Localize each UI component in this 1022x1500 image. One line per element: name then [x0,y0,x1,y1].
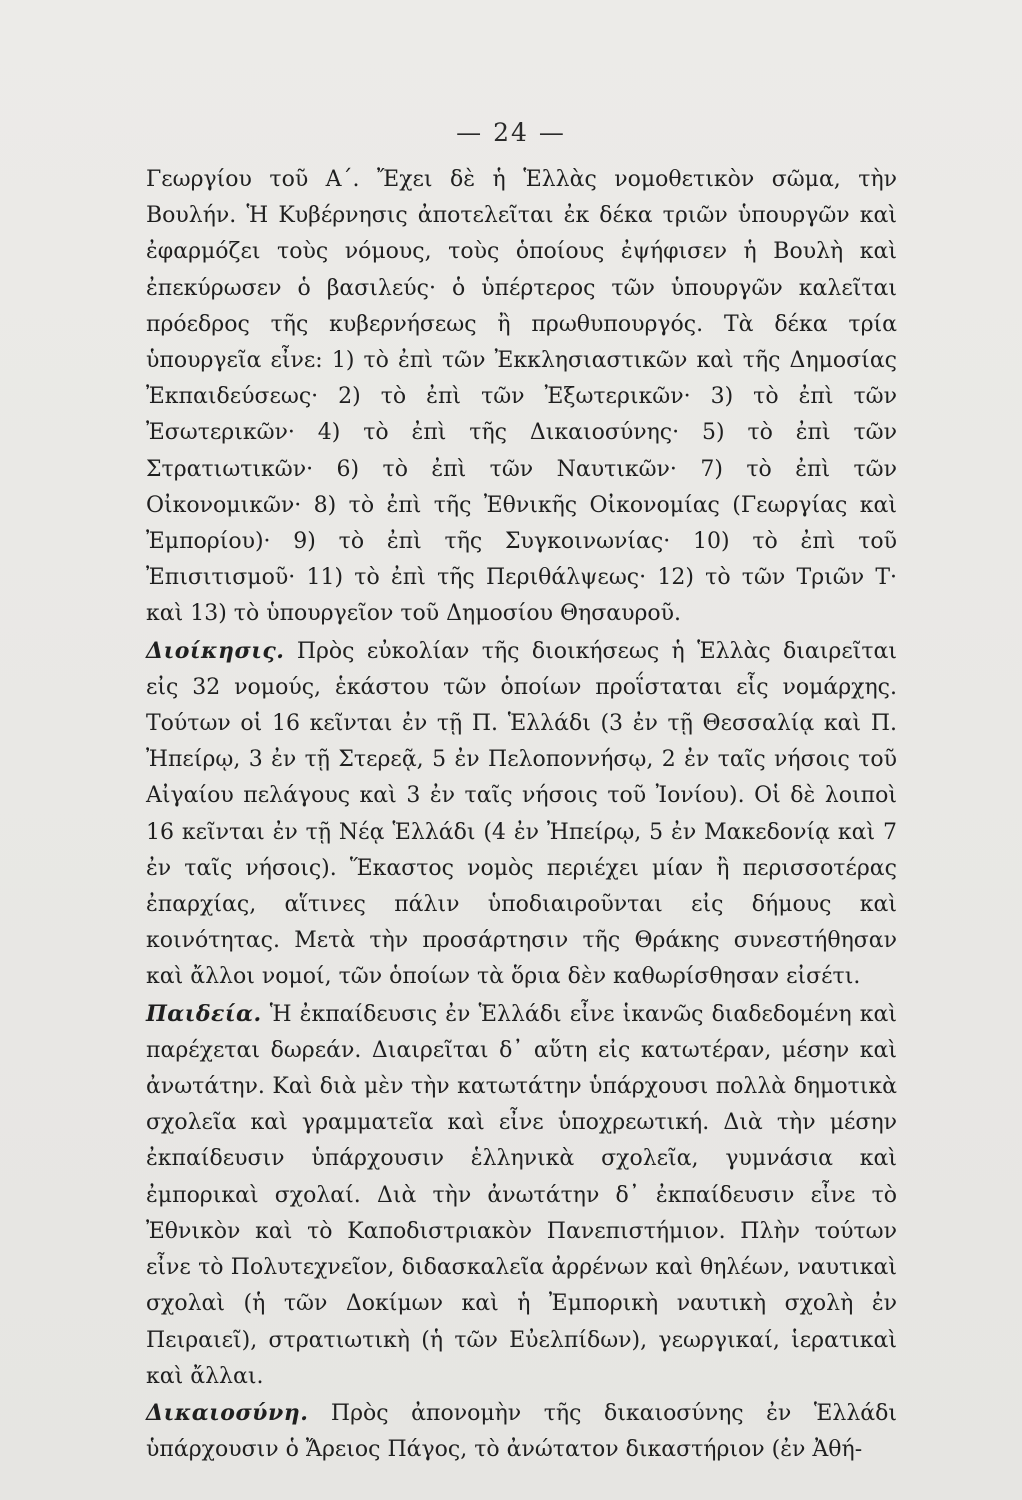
section-heading-administration: Διοίκησις. [146,637,285,664]
page-text [146,162,897,1468]
page-number: — 24 — [456,118,566,147]
section-heading-education: Παιδεία. [146,1000,262,1027]
paragraph-administration [146,633,897,996]
paragraph-text: Πρὸς ἀπονομὴν τῆς δικαιοσύνης ἐν Ἑλλάδι ὑπάρχουσιν ὁ Ἄρειος Πάγος, τὸ ἀνώτατον δικαστήριον (ἐν Ἀθή- [146,1400,897,1463]
paragraph-education [146,996,897,1395]
section-heading-justice: Δικαιοσύνη. [146,1399,309,1426]
paragraph-justice [146,1395,897,1468]
paragraph-text: Πρὸς εὐκολίαν τῆς διοικήσεως ἡ Ἑλλὰς διαιρεῖται εἰς 32 νομούς, ἑκάστου τῶν ὁποίων προΐσταται εἷς νομάρχης. Τούτων οἱ 16 κεῖνται ἐν τῇ Π. Ἑλλάδι (3 ἐν τῇ Θεσσαλίᾳ καὶ Π. Ἠπείρῳ, 3 ἐν τῇ Στερεᾷ, 5 ἐν Πελοποννήσῳ, 2 ἐν ταῖς νήσοις τοῦ Αἰγαίου πελάγους καὶ 3 ἐν ταῖς νήσοις τοῦ Ἰονίου). Οἱ δὲ λοιποὶ 16 κεῖνται ἐν τῇ Νέᾳ Ἑλλάδι (4 ἐν Ἠπείρῳ, 5 ἐν Μακεδονίᾳ καὶ 7 ἐν ταῖς νήσοις). Ἕκαστος νομὸς περιέχει μίαν ἢ περισσοτέρας ἐπαρχίας, αἵτινες πάλιν ὑποδιαιροῦνται εἰς δήμους καὶ κοινότητας. Μετὰ τὴν προσάρτησιν τῆς Θράκης συνεστήθησαν καὶ ἄλλοι νομοί, τῶν ὁποίων τὰ ὅρια δὲν καθωρίσθησαν εἰσέτι. [146,638,897,990]
paragraph-text: Ἡ ἐκπαίδευσις ἐν Ἑλλάδι εἶνε ἱκανῶς διαδεδομένη καὶ παρέχεται δωρεάν. Διαιρεῖται δ᾽ αὕτη εἰς κατωτέραν, μέσην καὶ ἀνωτάτην. Καὶ διὰ μὲν τὴν κατωτάτην ὑπάρχουσι πολλὰ δημοτικὰ σχολεῖα καὶ γραμματεῖα καὶ εἶνε ὑποχρεωτική. Διὰ τὴν μέσην ἐκπαίδευσιν ὑπάρχουσιν ἑλληνικὰ σχολεῖα, γυμνάσια καὶ ἐμπορικαὶ σχολαί. Διὰ τὴν ἀνωτάτην δ᾽ ἐκπαίδευσιν εἶνε τὸ Ἐθνικὸν καὶ τὸ Καποδιστριακὸν Πανεπιστήμιον. Πλὴν τούτων εἶνε τὸ Πολυτεχνεῖον, διδασκαλεῖα ἀρρένων καὶ θηλέων, ναυτικαὶ σχολαὶ (ἡ τῶν Δοκίμων καὶ ἡ Ἐμπορικὴ ναυτικὴ σχολὴ ἐν Πειραιεῖ), στρατιωτικὴ (ἡ τῶν Εὐελπίδων), γεωργικαί, ἱερατικαὶ καὶ ἄλλαι. [146,1001,897,1389]
paragraph-text: Γεωργίου τοῦ Α΄. Ἔχει δὲ ἡ Ἑλλὰς νομοθετικὸν σῶμα, τὴν Βουλήν. Ἡ Κυβέρνησις ἀποτελεῖται ἐκ δέκα τριῶν ὑπουργῶν καὶ ἐφαρμόζει τοὺς νόμους, τοὺς ὁποίους ἐψήφισεν ἡ Βουλὴ καὶ ἐπεκύρωσεν ὁ βασιλεύς· ὁ ὑπέρτερος τῶν ὑπουργῶν καλεῖται πρόεδρος τῆς κυβερνήσεως ἢ πρωθυπουργός. Τὰ δέκα τρία ὑπουργεῖα εἶνε: 1) τὸ ἐπὶ τῶν Ἐκκλησιαστικῶν καὶ τῆς Δημοσίας Ἐκπαιδεύσεως· 2) τὸ ἐπὶ τῶν Ἐξωτερικῶν· 3) τὸ ἐπὶ τῶν Ἐσωτερικῶν· 4) τὸ ἐπὶ τῆς Δικαιοσύνης· 5) τὸ ἐπὶ τῶν Στρατιωτικῶν· 6) τὸ ἐπὶ τῶν Ναυτικῶν· 7) τὸ ἐπὶ τῶν Οἰκονομικῶν· 8) τὸ ἐπὶ τῆς Ἐθνικῆς Οἰκονομίας (Γεωργίας καὶ Ἐμπορίου)· 9) τὸ ἐπὶ τῆς Συγκοινωνίας· 10) τὸ ἐπὶ τοῦ Ἐπισιτισμοῦ· 11) τὸ ἐπὶ τῆς Περιθάλψεως· 12) τὸ τῶν Τριῶν Τ· καὶ 13) τὸ ὑπουργεῖον τοῦ Δημοσίου Θησαυροῦ. [146,167,897,627]
paragraph-government [146,162,897,633]
